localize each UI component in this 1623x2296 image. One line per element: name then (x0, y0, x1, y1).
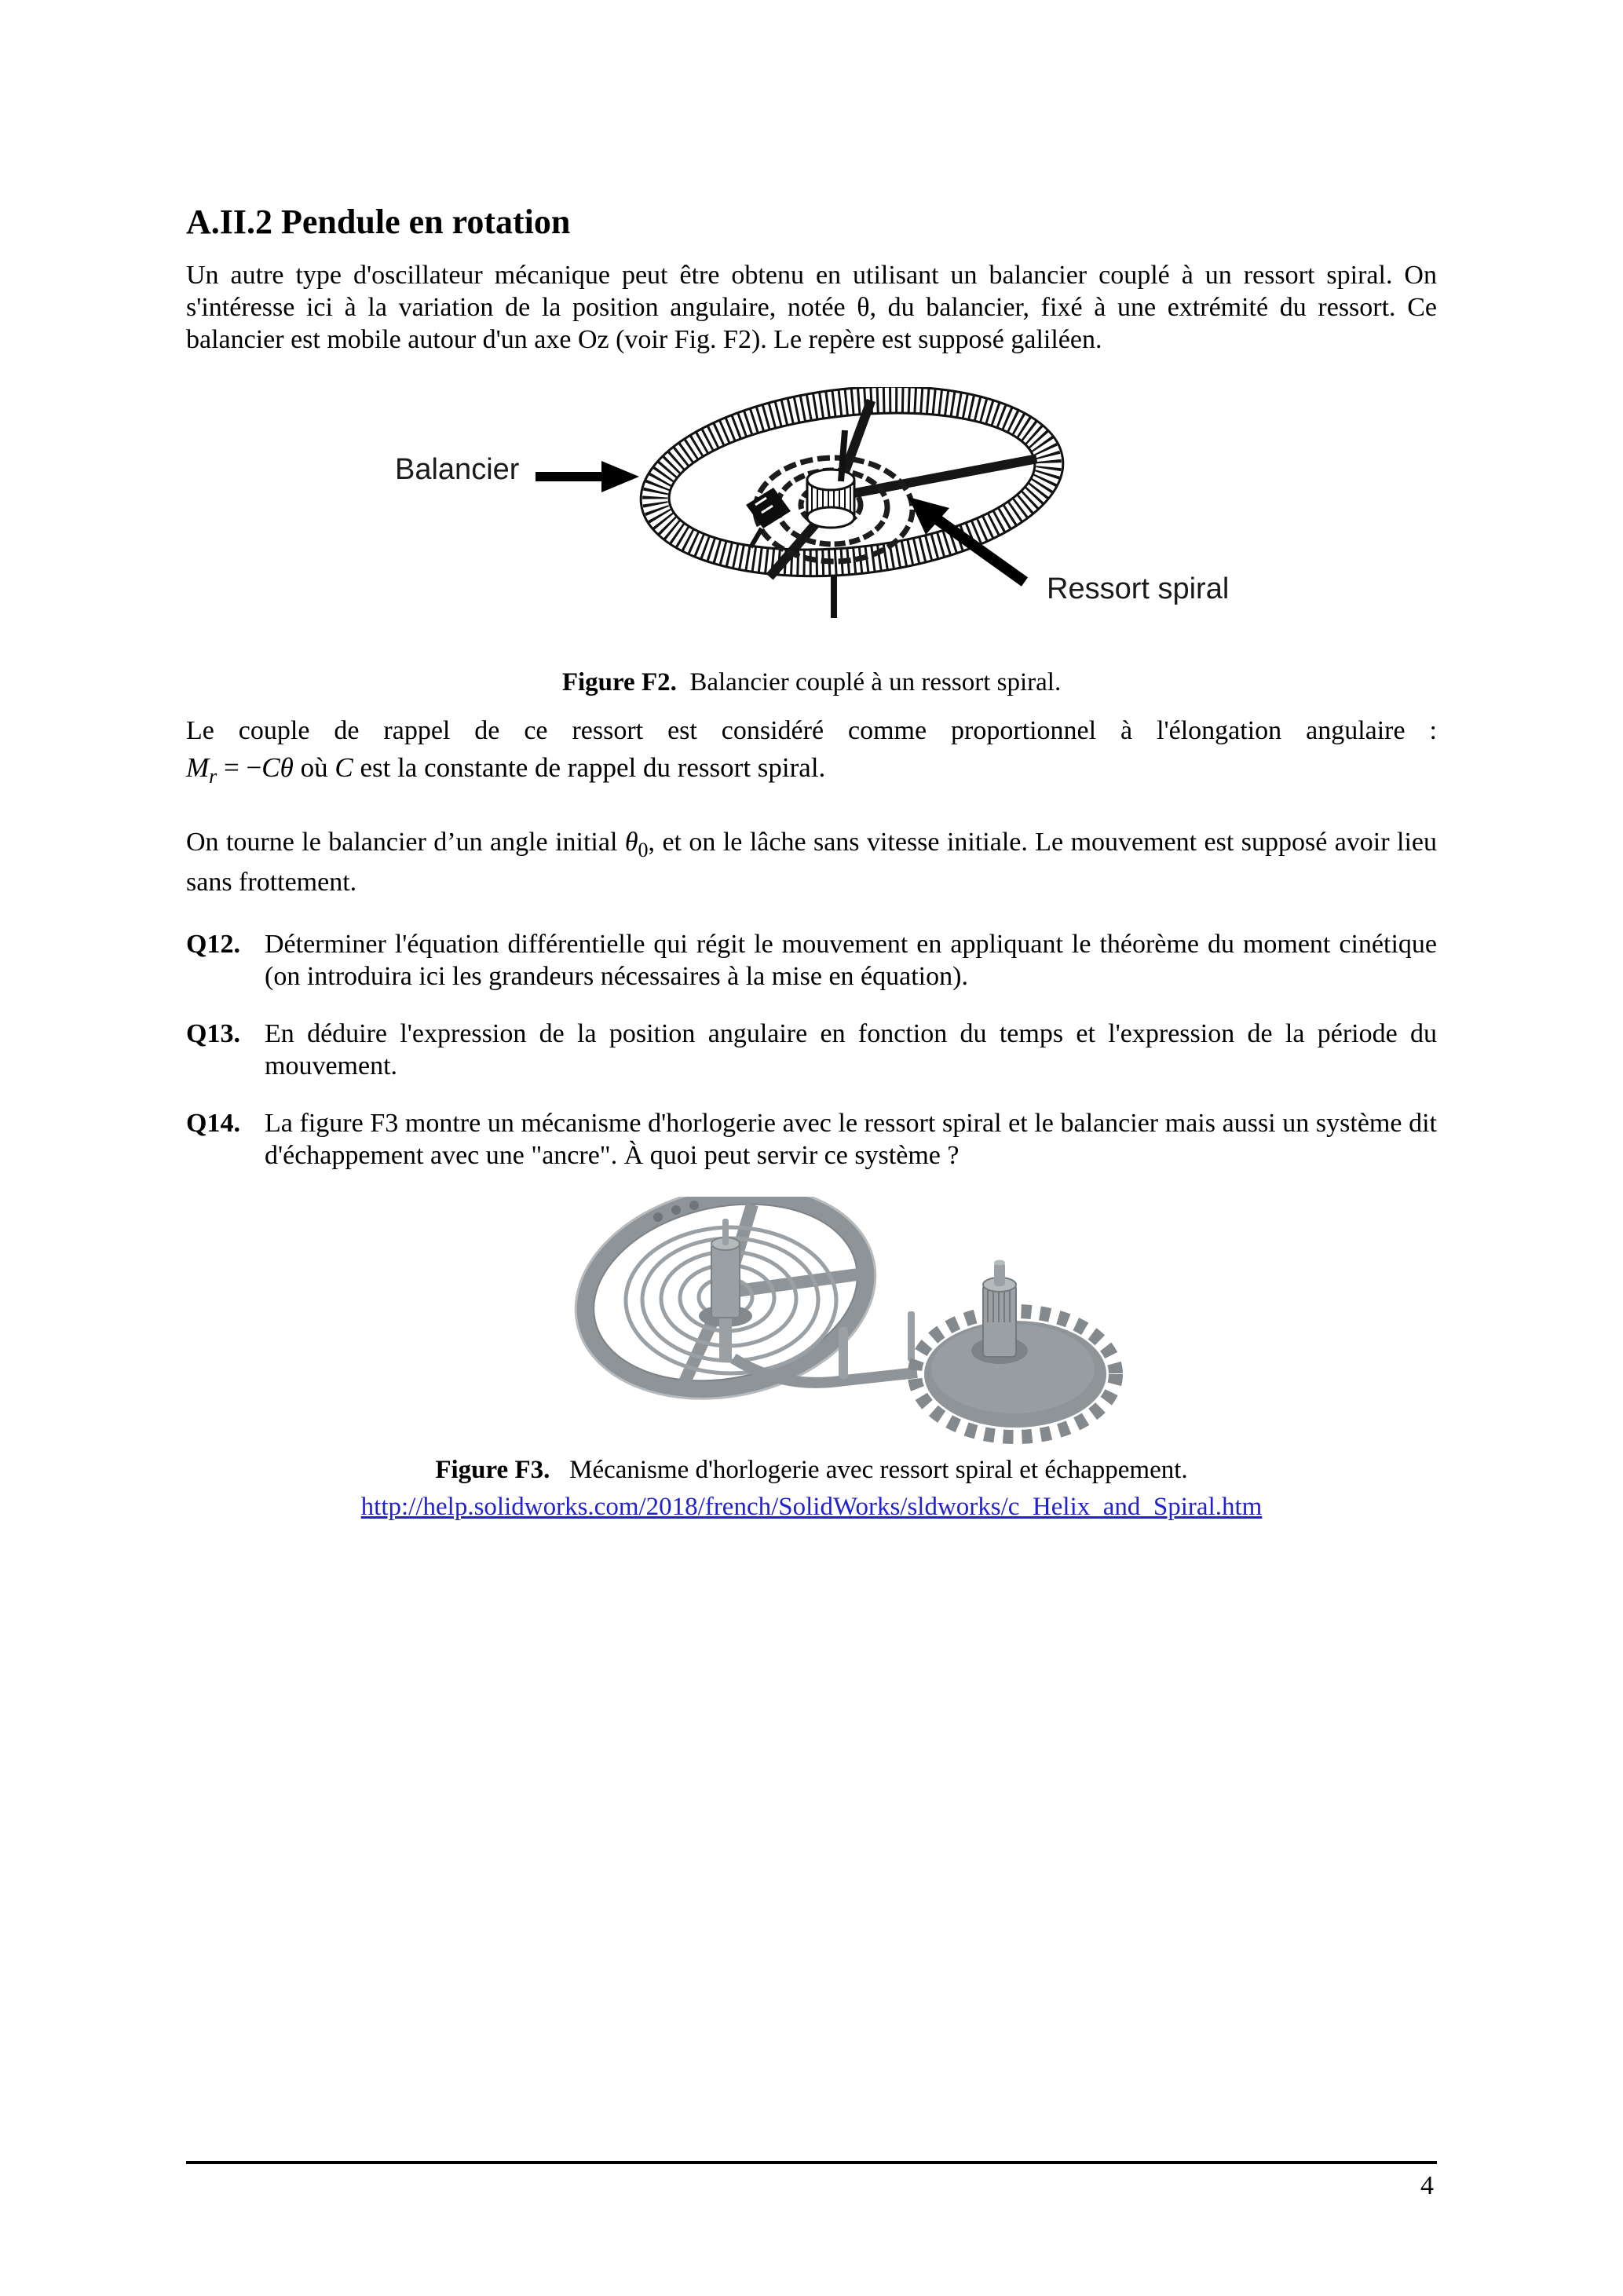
torque-line: Le couple de rappel de ce ressort est considéré comme proportionnel à l'élongation angulaire : (186, 716, 1437, 745)
question-q14 (186, 1107, 1437, 1172)
question-q12 (186, 928, 1437, 993)
equation-relation: = − (217, 752, 262, 783)
question-number: Q14. (186, 1108, 240, 1138)
page-footer (186, 2161, 1437, 2202)
source-url-link[interactable]: http://help.solidworks.com/2018/french/SolidWorks/sldworks/c_Helix_and_Spiral.htm (360, 1492, 1263, 1521)
figure-f2 (186, 387, 1437, 632)
equation-where: où (293, 752, 335, 783)
initial-angle-text-after: , et on le lâche sans vitesse initiale. Le mouvement est supposé avoir lieu sans frottement. (186, 828, 1437, 897)
hub-drawing (807, 470, 854, 528)
initial-angle-paragraph (186, 826, 1437, 898)
page-content (186, 0, 1437, 1549)
torque-paragraph (186, 715, 1437, 798)
ressort-arrow-icon (907, 495, 1040, 591)
equation-C-2: C (334, 752, 353, 783)
equation-theta: θ (280, 752, 294, 783)
staff-pin (841, 430, 845, 481)
question-q13 (186, 1018, 1437, 1082)
figure-f3-caption-label: Figure F3. (435, 1455, 550, 1484)
equation-subscript-r: r (209, 765, 217, 788)
ressort-spiral-label: Ressort spiral (1047, 572, 1230, 605)
initial-angle-text: On tourne le balancier d’un angle initial (186, 828, 625, 857)
figure-f3 (186, 1197, 1437, 1448)
question-list (186, 928, 1437, 1172)
render-escapement-gear (915, 1260, 1116, 1437)
figure-f2-caption-text: Balancier couplé à un ressort spiral. (689, 668, 1062, 696)
balancier-arrow-icon (536, 459, 642, 494)
balancier-label: Balancier (395, 453, 520, 486)
figure-f3-source-line (186, 1491, 1437, 1523)
equation-tail: est la constante de rappel du ressort spiral. (353, 752, 826, 783)
question-text: La figure F3 montre un mécanisme d'horlogerie avec le ressort spiral et le balancier mais aussi un système dit d'échappement avec une "ancre". À quoi peut servir ce système ? (265, 1108, 1437, 1170)
figure-f2-caption-label: Figure F2. (561, 668, 677, 696)
question-number: Q13. (186, 1018, 240, 1048)
equation-C: C (261, 752, 280, 783)
equation-M: M (186, 752, 210, 783)
page-number: 4 (1420, 2171, 1434, 2200)
figure-f3-caption (186, 1454, 1437, 1486)
question-number: Q12. (186, 929, 240, 959)
intro-paragraph: Un autre type d'oscillateur mécanique peut être obtenu en utilisant un balancier couplé à un ressort spiral. On s'intéresse ici à la variation de la position angulaire, notée θ, du balancier, fixé à une extrémité du ressort. Ce balancier est mobile autour d'un axe Oz (voir Fig. F2). Le repère est supposé galiléen. (186, 261, 1437, 354)
question-text: Déterminer l'équation différentielle qui régit le mouvement en appliquant le théorème du moment cinétique (on introduira ici les grandeurs nécessaires à la mise en équation). (265, 929, 1437, 991)
theta-zero-subscript: 0 (638, 838, 649, 861)
figure-f2-caption (186, 667, 1437, 699)
section-heading: A.II.2 Pendule en rotation (186, 203, 571, 241)
question-text: En déduire l'expression de la position angulaire en fonction du temps et l'expression de la période du mouvement. (265, 1018, 1437, 1080)
figure-f3-illustration (565, 1197, 1139, 1448)
theta-symbol: θ (624, 828, 638, 857)
equation-line (186, 747, 1437, 798)
figure-f3-caption-text: Mécanisme d'horlogerie avec ressort spiral et échappement. (569, 1455, 1188, 1484)
